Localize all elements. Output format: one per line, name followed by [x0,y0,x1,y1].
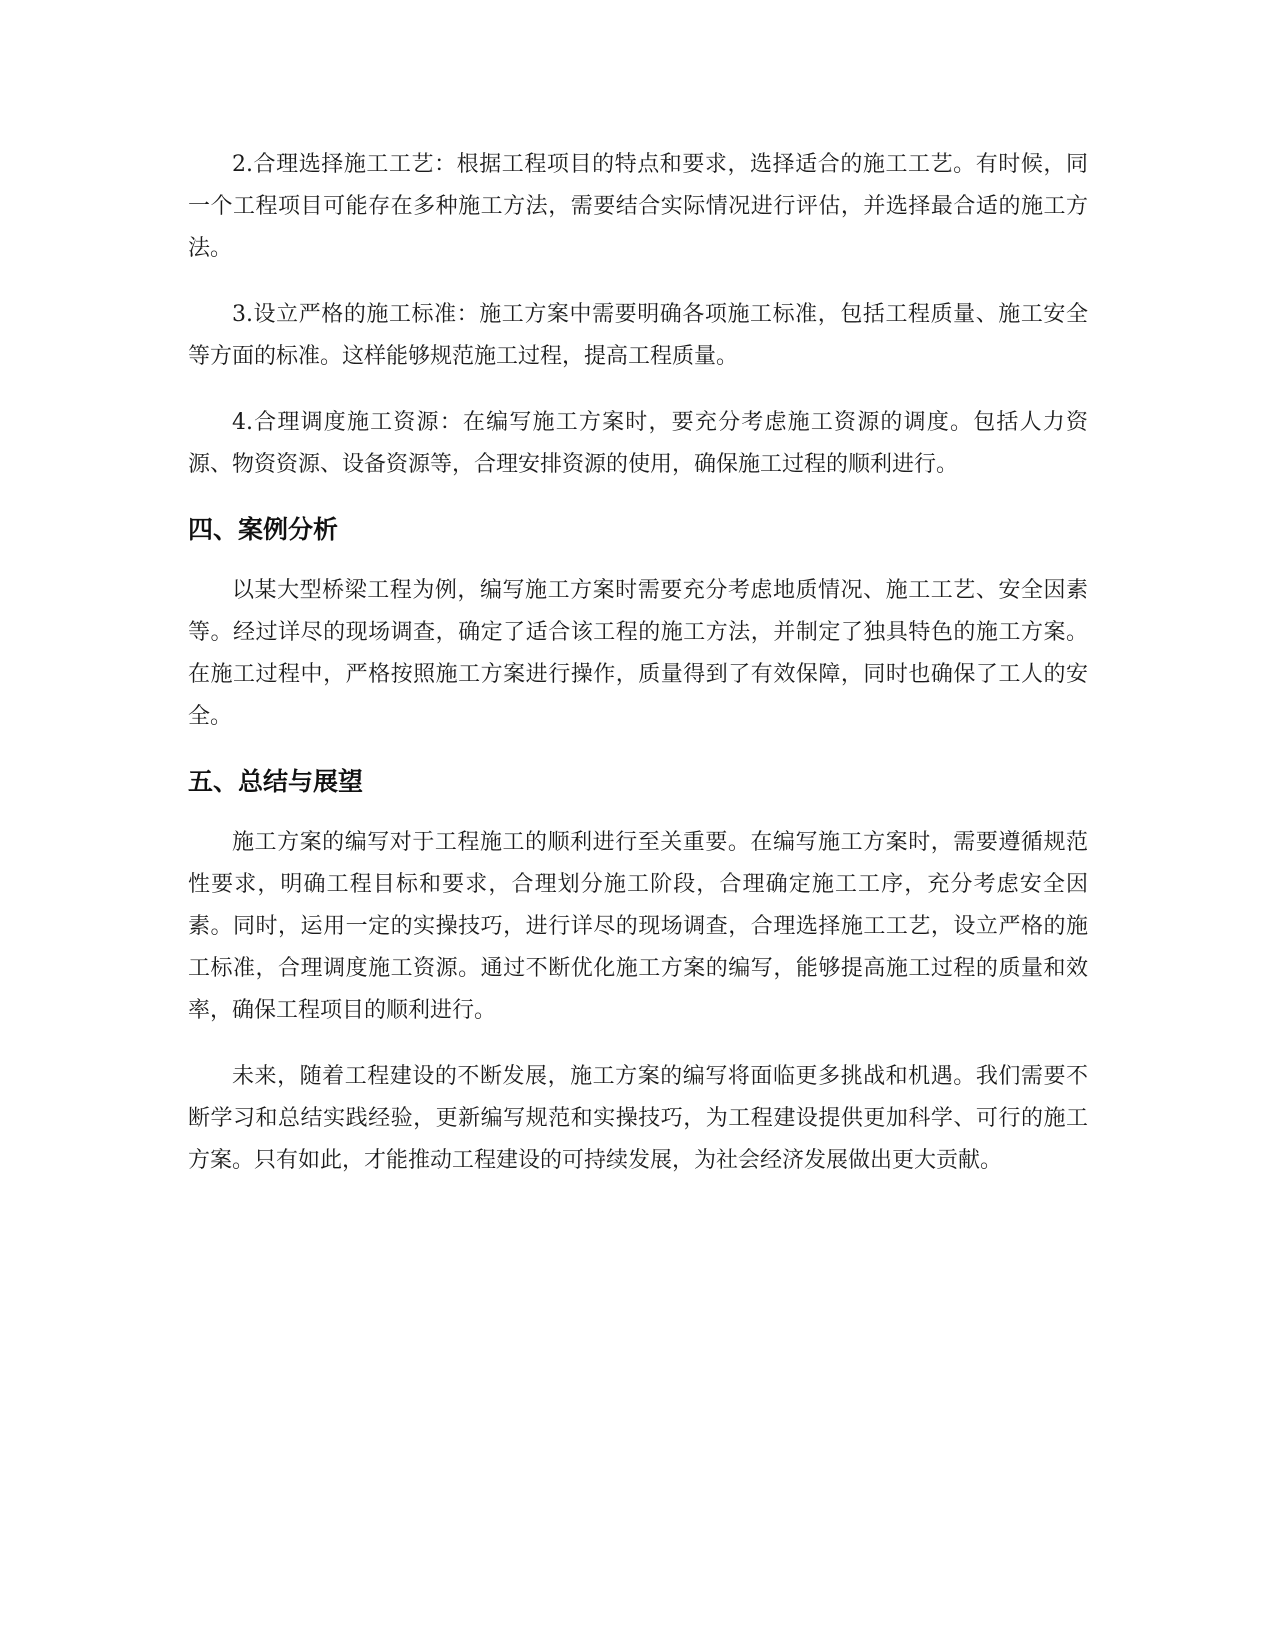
practice-item-2: 2.合理选择施工工艺：根据工程项目的特点和要求，选择适合的施工工艺。有时候，同一个工程项目可能存在多种施工方法，需要结合实际情况进行评估，并选择最合适的施工方法。 [188,152,1088,261]
document-body [188,144,1088,1206]
practice-item-4: 4.合理调度施工资源：在编写施工方案时，要充分考虑施工资源的调度。包括人力资源、物资资源、设备资源等，合理安排资源的使用，确保施工过程的顺利进行。 [188,410,1088,477]
summary-heading: 五、总结与展望 [188,767,364,796]
case-analysis-paragraph: 以某大型桥梁工程为例，编写施工方案时需要充分考虑地质情况、施工工艺、安全因素等。经过详尽的现场调查，确定了适合该工程的施工方法，并制定了独具特色的施工方案。在施工过程中，严格按照施工方案进行操作，质量得到了有效保障，同时也确保了工人的安全。 [188,578,1088,729]
outlook-paragraph: 未来，随着工程建设的不断发展，施工方案的编写将面临更多挑战和机遇。我们需要不断学习和总结实践经验，更新编写规范和实操技巧，为工程建设提供更加科学、可行的施工方案。只有如此，才能推动工程建设的可持续发展，为社会经济发展做出更大贡献。 [188,1064,1088,1173]
summary-paragraph: 施工方案的编写对于工程施工的顺利进行至关重要。在编写施工方案时，需要遵循规范性要求，明确工程目标和要求，合理划分施工阶段，合理确定施工工序，充分考虑安全因素。同时，运用一定的实操技巧，进行详尽的现场调查，合理选择施工工艺，设立严格的施工标准，合理调度施工资源。通过不断优化施工方案的编写，能够提高施工过程的质量和效率，确保工程项目的顺利进行。 [188,830,1088,1023]
case-analysis-heading: 四、案例分析 [188,515,339,544]
practice-item-3: 3.设立严格的施工标准：施工方案中需要明确各项施工标准，包括工程质量、施工安全等方面的标准。这样能够规范施工过程，提高工程质量。 [188,302,1088,369]
